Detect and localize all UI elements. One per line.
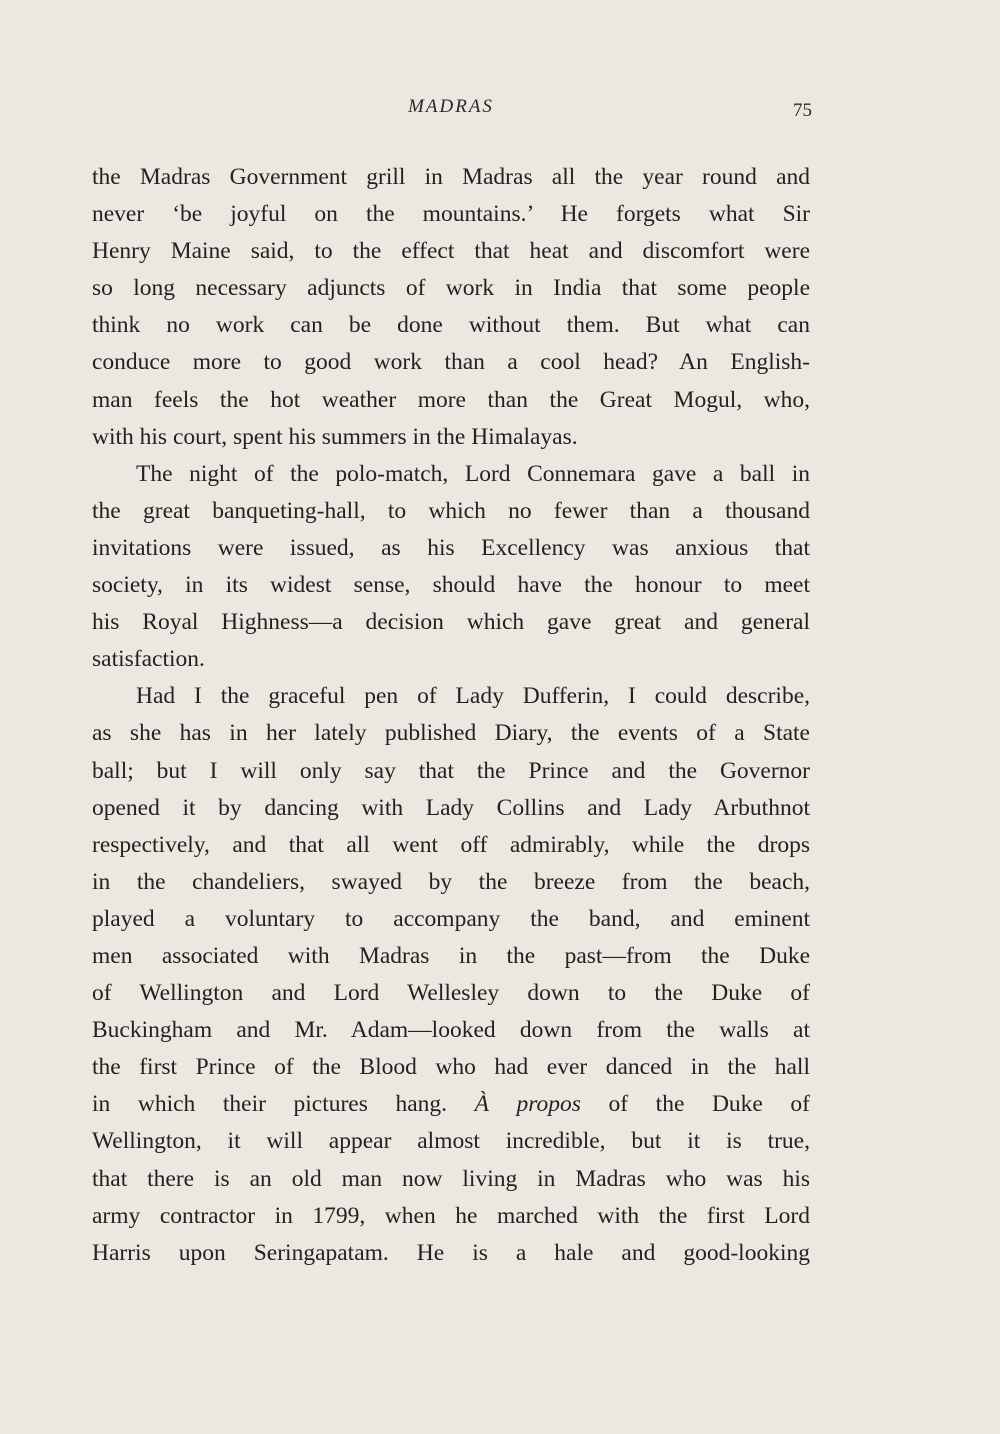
text-line: his Royal Highness—a decision which gave great and general	[92, 609, 810, 636]
text-line: society, in its widest sense, should have the honour to meet	[92, 572, 810, 599]
text-line: Buckingham and Mr. Adam—looked down from the walls at	[92, 1017, 810, 1044]
text-line: respectively, and that all went off admirably, while the drops	[92, 831, 810, 858]
text-line: so long necessary adjuncts of work in India that some people	[92, 275, 810, 302]
running-head	[92, 96, 810, 126]
text-line: men associated with Madras in the past—from the Duke	[92, 942, 810, 969]
text-line: the Madras Government grill in Madras all the year round and	[92, 164, 810, 190]
text-line: ball; but I will only say that the Prince and the Governor	[92, 757, 810, 784]
paragraph-2	[92, 456, 810, 679]
text-line: conduce more to good work than a cool head? An English-	[92, 349, 810, 376]
text-line: man feels the hot weather more than the Great Mogul, who,	[92, 386, 810, 413]
text-line: Had I the graceful pen of Lady Dufferin, I could describe,	[136, 683, 810, 710]
paragraph-1	[92, 159, 810, 456]
text-line: as she has in her lately published Diary, the events of a State	[92, 720, 810, 747]
text-line: of Wellington and Lord Wellesley down to the Duke of	[92, 980, 810, 1007]
text-line: think no work can be done without them. But what can	[92, 312, 810, 339]
text-line: opened it by dancing with Lady Collins and Lady Arbuthnot	[92, 794, 810, 821]
running-title: MADRAS	[408, 96, 494, 117]
text-line: never ‘be joyful on the mountains.’ He forgets what Sir	[92, 201, 810, 228]
text-line: Harris upon Seringapatam. He is a hale and good-looking	[92, 1239, 810, 1266]
text-line-with-italic	[92, 1086, 810, 1123]
italic-phrase: À propos	[474, 1091, 581, 1118]
text-line: satisfaction.	[92, 646, 205, 673]
text-line: that there is an old man now living in Madras who was his	[92, 1165, 810, 1192]
text-line: Henry Maine said, to the effect that heat and discomfort were	[92, 238, 810, 265]
text-line: played a voluntary to accompany the band, and eminent	[92, 905, 810, 932]
text-line: The night of the polo-match, Lord Connemara gave a ball in	[136, 460, 810, 487]
text-line: the great banqueting-hall, to which no fewer than a thousand	[92, 497, 810, 524]
text-line: in the chandeliers, swayed by the breeze from the beach,	[92, 868, 810, 895]
paragraph-3	[92, 678, 810, 1272]
line-text-after-italic: of the Duke of	[608, 1091, 811, 1118]
text-line: Wellington, it will appear almost incredible, but it is true,	[92, 1128, 810, 1155]
page-number: 75	[793, 100, 812, 121]
text-line: invitations were issued, as his Excellency was anxious that	[92, 534, 810, 561]
body-text	[92, 159, 810, 1272]
text-line: with his court, spent his summers in the Himalayas.	[92, 423, 578, 450]
text-line: the first Prince of the Blood who had ever danced in the hall	[92, 1054, 810, 1081]
text-line: army contractor in 1799, when he marched with the first Lord	[92, 1202, 810, 1229]
line-text-before-italic: in which their pictures hang.	[92, 1091, 448, 1118]
